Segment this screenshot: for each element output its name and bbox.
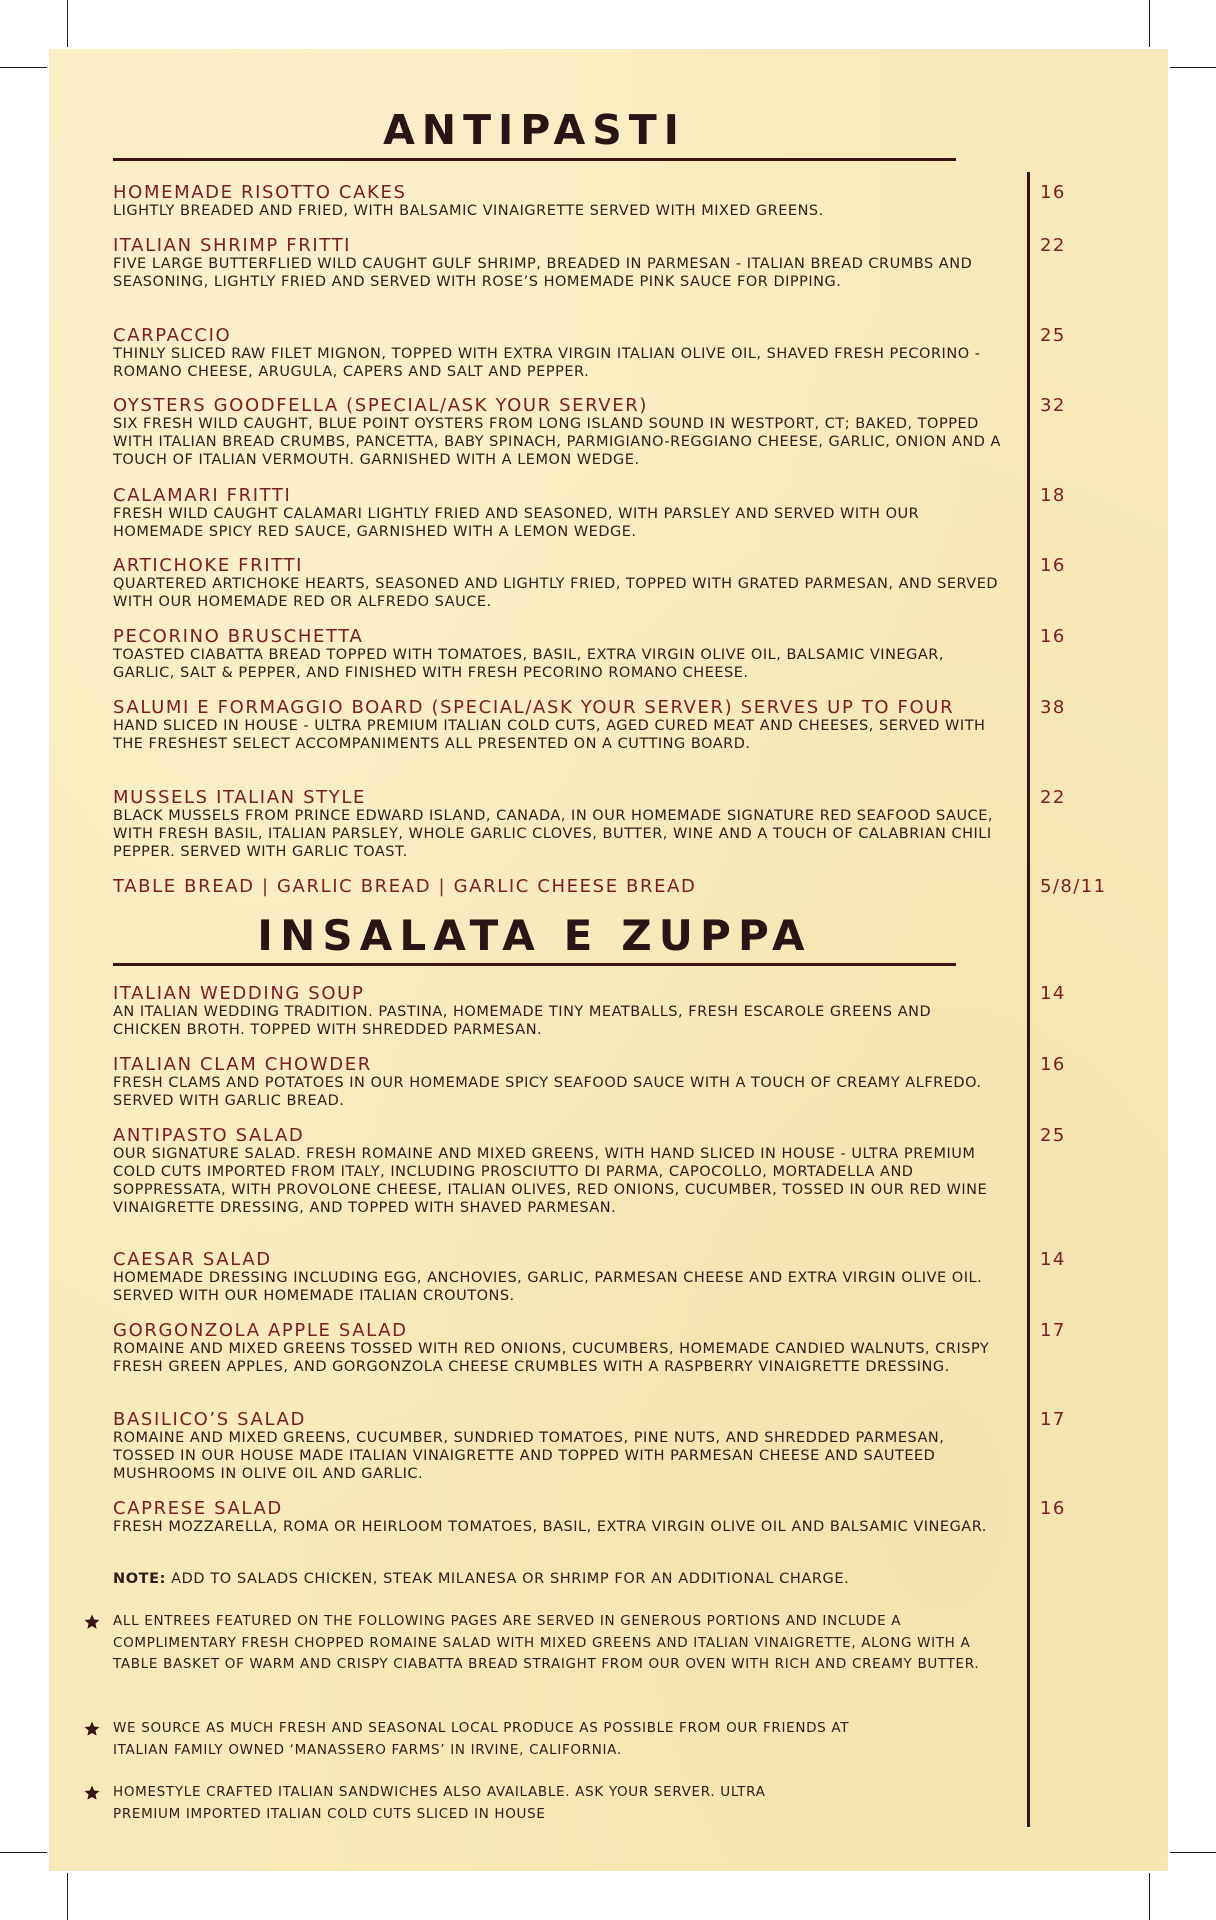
menu-item-description: QUARTERED ARTICHOKE HEARTS, SEASONED AND LIGHTLY FRIED, TOPPED WITH GRATED PARMESAN, AND SERVED WITH OUR HOMEMADE RED OR ALFREDO SAUCE.	[113, 576, 999, 610]
menu-item-price: 16	[1040, 626, 1066, 647]
menu-item	[113, 235, 1013, 291]
menu-item-name: TABLE BREAD | GARLIC BREAD | GARLIC CHEESE BREAD	[113, 876, 697, 897]
menu-item-description: HAND SLICED IN HOUSE - ULTRA PREMIUM ITALIAN COLD CUTS, AGED CURED MEAT AND CHEESES, SERVED WITH THE FRESHEST SELECT ACCOMPANIMENTS ALL PRESENTED ON A CUTTING BOARD.	[113, 718, 986, 752]
crop-mark	[67, 1873, 68, 1920]
menu-item-price: 17	[1040, 1409, 1066, 1430]
menu-item-description: ROMAINE AND MIXED GREENS TOSSED WITH RED ONIONS, CUCUMBERS, HOMEMADE CANDIED WALNUTS, CRISPY FRESH GREEN APPLES, AND GORGONZOLA CHEESE CRUMBLES WITH A RASPBERRY VINAIGRETTE DRESSING.	[113, 1341, 990, 1375]
menu-item-price: 38	[1040, 697, 1066, 718]
star-note-text: HOMESTYLE CRAFTED ITALIAN SANDWICHES ALSO AVAILABLE. ASK YOUR SERVER. ULTRA PREMIUM IMPORTED ITALIAN COLD CUTS SLICED IN HOUSE	[113, 1784, 766, 1822]
star-note	[83, 1782, 1013, 1825]
menu-item-name: PECORINO BRUSCHETTA	[113, 626, 364, 647]
menu-item-price: 17	[1040, 1320, 1066, 1341]
crop-mark	[1149, 0, 1150, 47]
menu-item-price: 16	[1040, 182, 1066, 203]
section-rule	[113, 963, 956, 966]
menu-item-price: 25	[1040, 1125, 1066, 1146]
menu-item	[113, 626, 1013, 682]
menu-item-name: CAESAR SALAD	[113, 1249, 272, 1270]
menu-item-price: 5/8/11	[1040, 876, 1107, 897]
star-icon	[83, 1613, 101, 1631]
menu-item-price: 14	[1040, 1249, 1066, 1270]
menu-item	[113, 1249, 1013, 1305]
note-label: NOTE:	[113, 1571, 166, 1587]
menu-item	[113, 325, 1013, 381]
menu-item-name: BASILICO’S SALAD	[113, 1409, 306, 1430]
menu-item-name: GORGONZOLA APPLE SALAD	[113, 1320, 408, 1341]
crop-mark	[0, 67, 47, 68]
section-title-antipasti: ANTIPASTI	[383, 106, 686, 154]
menu-item-description: TOASTED CIABATTA BREAD TOPPED WITH TOMATOES, BASIL, EXTRA VIRGIN OLIVE OIL, BALSAMIC VINEGAR, GARLIC, SALT & PEPPER, AND FINISHED WITH FRESH PECORINO ROMANO CHEESE.	[113, 647, 944, 681]
crop-mark	[1170, 1852, 1216, 1853]
menu-item-description: FRESH MOZZARELLA, ROMA OR HEIRLOOM TOMATOES, BASIL, EXTRA VIRGIN OLIVE OIL AND BALSAMIC VINEGAR.	[113, 1519, 987, 1535]
menu-page	[49, 49, 1168, 1871]
menu-item-description: BLACK MUSSELS FROM PRINCE EDWARD ISLAND, CANADA, IN OUR HOMEMADE SIGNATURE RED SEAFOOD SAUCE, WITH FRESH BASIL, ITALIAN PARSLEY, WHOLE GARLIC CLOVES, BUTTER, WINE AND A TOUCH OF CALABRIAN CHILI PEPPER. SERVED WITH GARLIC TOAST.	[113, 808, 993, 860]
note-text: ADD TO SALADS CHICKEN, STEAK MILANESA OR SHRIMP FOR AN ADDITIONAL CHARGE.	[165, 1571, 850, 1587]
menu-item	[113, 395, 1013, 469]
menu-item-description: FIVE LARGE BUTTERFLIED WILD CAUGHT GULF SHRIMP, BREADED IN PARMESAN - ITALIAN BREAD CRUMBS AND SEASONING, LIGHTLY FRIED AND SERVED WITH ROSE’S HOMEMADE PINK SAUCE FOR DIPPING.	[113, 256, 973, 290]
menu-item-price: 25	[1040, 325, 1066, 346]
section-rule	[113, 158, 956, 161]
menu-item-name: HOMEMADE RISOTTO CAKES	[113, 182, 407, 203]
crop-mark	[1149, 1873, 1150, 1920]
menu-item-description: FRESH CLAMS AND POTATOES IN OUR HOMEMADE SPICY SEAFOOD SAUCE WITH A TOUCH OF CREAMY ALFREDO. SERVED WITH GARLIC BREAD.	[113, 1075, 982, 1109]
star-note-text: ALL ENTREES FEATURED ON THE FOLLOWING PAGES ARE SERVED IN GENEROUS PORTIONS AND INCLUDE A COMPLIMENTARY FRESH CHOPPED ROMAINE SALAD WITH MIXED GREENS AND ITALIAN VINAIGRETTE, ALONG WITH A TABLE BASKET OF WARM AND CRISPY CIABATTA BREAD STRAIGHT FROM OUR OVEN WITH RICH AND CREAMY BUTTER.	[113, 1613, 980, 1672]
menu-item	[113, 1498, 1013, 1536]
star-note	[83, 1611, 1013, 1676]
menu-item-name: ITALIAN SHRIMP FRITTI	[113, 235, 352, 256]
menu-item-description: FRESH WILD CAUGHT CALAMARI LIGHTLY FRIED AND SEASONED, WITH PARSLEY AND SERVED WITH OUR HOMEMADE SPICY RED SAUCE, GARNISHED WITH A LEMON WEDGE.	[113, 506, 920, 540]
menu-item-price: 32	[1040, 395, 1066, 416]
menu-item-name: MUSSELS ITALIAN STYLE	[113, 787, 366, 808]
star-icon	[83, 1784, 101, 1802]
menu-item	[113, 983, 1013, 1039]
section-title-insalata: INSALATA E ZUPPA	[257, 911, 812, 960]
menu-item	[113, 485, 1013, 541]
menu-item-name: ITALIAN CLAM CHOWDER	[113, 1054, 372, 1075]
menu-item	[113, 787, 1013, 861]
crop-mark	[1170, 67, 1216, 68]
menu-item-name: ANTIPASTO SALAD	[113, 1125, 305, 1146]
menu-item-name: ARTICHOKE FRITTI	[113, 555, 304, 576]
menu-item	[113, 1320, 1013, 1376]
star-note-text: WE SOURCE AS MUCH FRESH AND SEASONAL LOCAL PRODUCE AS POSSIBLE FROM OUR FRIENDS AT ITALIAN FAMILY OWNED ‘MANASSERO FARMS’ IN IRVINE, CALIFORNIA.	[113, 1720, 850, 1758]
menu-item	[113, 555, 1013, 611]
menu-item-price: 16	[1040, 1054, 1066, 1075]
menu-item	[113, 697, 1013, 753]
menu-item-price: 16	[1040, 1498, 1066, 1519]
menu-item-description: ROMAINE AND MIXED GREENS, CUCUMBER, SUNDRIED TOMATOES, PINE NUTS, AND SHREDDED PARMESAN, TOSSED IN OUR HOUSE MADE ITALIAN VINAIGRETTE AND TOPPED WITH PARMESAN CHEESE AND SAUTEED MUSHROOMS IN OLIVE OIL AND GARLIC.	[113, 1430, 945, 1482]
menu-item-description: HOMEMADE DRESSING INCLUDING EGG, ANCHOVIES, GARLIC, PARMESAN CHEESE AND EXTRA VIRGIN OLIVE OIL. SERVED WITH OUR HOMEMADE ITALIAN CROUTONS.	[113, 1270, 983, 1304]
menu-item-price: 18	[1040, 485, 1066, 506]
menu-item-price: 22	[1040, 787, 1066, 808]
menu-item-name: SALUMI E FORMAGGIO BOARD (SPECIAL/ASK YOUR SERVER) SERVES UP TO FOUR	[113, 697, 955, 718]
salad-note	[113, 1571, 849, 1587]
star-icon	[83, 1720, 101, 1738]
menu-item-description: AN ITALIAN WEDDING TRADITION. PASTINA, HOMEMADE TINY MEATBALLS, FRESH ESCAROLE GREENS AND CHICKEN BROTH. TOPPED WITH SHREDDED PARMESAN.	[113, 1004, 932, 1038]
menu-item-price: 16	[1040, 555, 1066, 576]
menu-item-name: CAPRESE SALAD	[113, 1498, 283, 1519]
menu-item	[113, 876, 1013, 898]
menu-item-description: THINLY SLICED RAW FILET MIGNON, TOPPED WITH EXTRA VIRGIN ITALIAN OLIVE OIL, SHAVED FRESH PECORINO - ROMANO CHEESE, ARUGULA, CAPERS AND SALT AND PEPPER.	[113, 346, 981, 380]
crop-mark	[67, 0, 68, 47]
menu-item	[113, 1125, 1013, 1217]
menu-item-name: ITALIAN WEDDING SOUP	[113, 983, 365, 1004]
menu-item-description: LIGHTLY BREADED AND FRIED, WITH BALSAMIC VINAIGRETTE SERVED WITH MIXED GREENS.	[113, 203, 824, 219]
price-column-divider	[1027, 172, 1030, 1827]
menu-item	[113, 182, 1013, 220]
menu-item-description: OUR SIGNATURE SALAD. FRESH ROMAINE AND MIXED GREENS, WITH HAND SLICED IN HOUSE - ULTRA PREMIUM COLD CUTS IMPORTED FROM ITALY, INCLUDING PROSCIUTTO DI PARMA, CAPOCOLLO, MORTADELLA AND SOPPRESSATA, WITH PROVOLONE CHEESE, ITALIAN OLIVES, RED ONIONS, CUCUMBER, TOSSED IN OUR RED WINE VINAIGRETTE DRESSING, AND TOPPED WITH SHAVED PARMESAN.	[113, 1146, 988, 1216]
menu-item-price: 14	[1040, 983, 1066, 1004]
menu-item-price: 22	[1040, 235, 1066, 256]
menu-item	[113, 1054, 1013, 1110]
menu-item-name: OYSTERS GOODFELLA (SPECIAL/ASK YOUR SERVER)	[113, 395, 649, 416]
menu-item-name: CALAMARI FRITTI	[113, 485, 292, 506]
menu-item-name: CARPACCIO	[113, 325, 232, 346]
menu-item	[113, 1409, 1013, 1483]
star-note	[83, 1718, 1013, 1761]
menu-item-description: SIX FRESH WILD CAUGHT, BLUE POINT OYSTERS FROM LONG ISLAND SOUND IN WESTPORT, CT; BAKED, TOPPED WITH ITALIAN BREAD CRUMBS, PANCETTA, BABY SPINACH, PARMIGIANO-REGGIANO CHEESE, GARLIC, ONION AND A TOUCH OF ITALIAN VERMOUTH. GARNISHED WITH A LEMON WEDGE.	[113, 416, 1001, 468]
crop-mark	[0, 1852, 47, 1853]
